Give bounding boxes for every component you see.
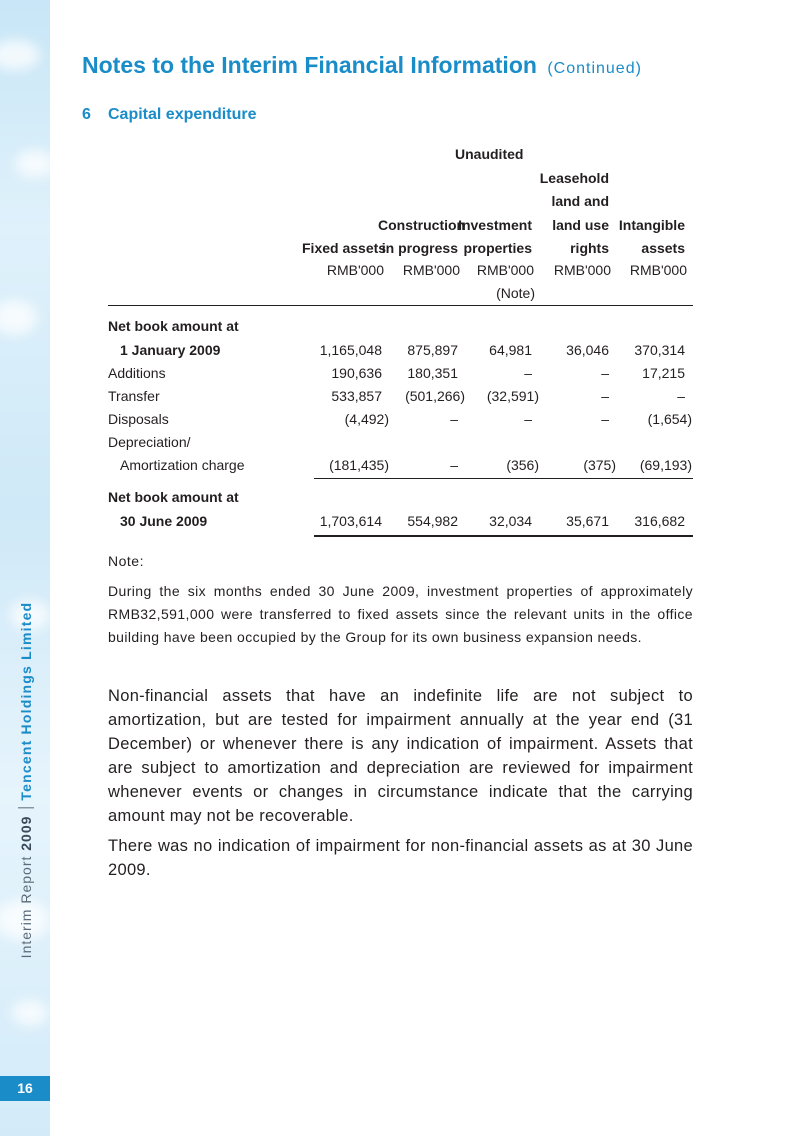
table-cell: – [677, 388, 685, 404]
sidebar-report-label [18, 602, 34, 959]
table-cell: – [601, 411, 609, 427]
row-label: Net book amount at [108, 489, 239, 505]
note-label: Note: [108, 553, 144, 569]
column-note: (Note) [496, 285, 535, 301]
table-cell: – [601, 365, 609, 381]
column-header: assets [641, 240, 685, 256]
subtotal-rule [314, 478, 693, 479]
column-unit: RMB'000 [402, 262, 460, 278]
table-cell: 32,034 [489, 513, 532, 529]
column-unit: RMB'000 [553, 262, 611, 278]
table-cell: 1,165,048 [319, 342, 382, 358]
paragraph-impairment: Non-financial assets that have an indefinite life are not subject to amortization, but are tested for impairment annually at the year end (31 December) or whenever there is any indication of impairment. Assets that are subject to amortization and depreciation are reviewed for impairment whenever events or changes in circumstance indicate that the carrying amount may not be recoverable. [108, 687, 693, 825]
section-heading [82, 106, 256, 124]
table-cell: 554,982 [407, 513, 458, 529]
page-title-continued: (Continued) [547, 60, 642, 77]
report-year: 2009 [18, 815, 34, 851]
page-title [82, 52, 642, 79]
column-unit: RMB'000 [476, 262, 534, 278]
table-cell: – [524, 365, 532, 381]
row-label: Depreciation/ [108, 434, 191, 450]
row-label: Disposals [108, 411, 169, 427]
row-label: Net book amount at [108, 318, 239, 334]
table-cell: (1,654) [647, 411, 692, 427]
column-header: land and [551, 193, 609, 210]
table-cell: 180,351 [407, 365, 458, 381]
row-label: Additions [108, 365, 166, 381]
row-label: 30 June 2009 [120, 513, 208, 529]
table-cell: 316,682 [634, 513, 685, 529]
column-header: in progress [381, 240, 458, 256]
column-header: land use [552, 216, 609, 233]
row-label: Transfer [108, 388, 160, 404]
table-cell: 17,215 [642, 365, 685, 381]
column-unit: RMB'000 [326, 262, 384, 278]
row-label: 1 January 2009 [120, 342, 221, 358]
table-cell: (181,435) [329, 457, 389, 473]
table-cell: (375) [583, 457, 616, 473]
table-cell: (4,492) [344, 411, 389, 427]
table-cell: 64,981 [489, 342, 532, 358]
column-header: Fixed assets [302, 240, 387, 256]
table-cell: – [524, 411, 532, 427]
header-rule [108, 305, 693, 306]
column-header: Investment [458, 216, 532, 233]
table-cell: 370,314 [634, 342, 685, 358]
table-cell: 36,046 [566, 342, 609, 358]
section-title: Capital expenditure [108, 106, 257, 123]
table-cell: (501,266) [405, 388, 465, 404]
table-cell: 1,703,614 [319, 513, 382, 529]
table-cell: 533,857 [331, 388, 382, 404]
table-cell: – [450, 411, 458, 427]
page-title-text: Notes to the Interim Financial Information [82, 52, 537, 78]
page-number: 16 [0, 1076, 50, 1101]
table-cell: – [601, 388, 609, 404]
table-cell: (32,591) [486, 388, 539, 404]
table-cell: (69,193) [639, 457, 692, 473]
table-cell: 190,636 [331, 365, 382, 381]
total-rule [314, 535, 693, 537]
section-number: 6 [82, 106, 91, 123]
column-header: Intangible [618, 216, 685, 233]
column-header: Construction [378, 216, 466, 233]
column-unit: RMB'000 [629, 262, 687, 278]
sidebar-banner [0, 0, 50, 1136]
table-cell: (356) [506, 457, 539, 473]
column-header: rights [570, 240, 609, 256]
table-cell: 875,897 [407, 342, 458, 358]
table-group-header: Unaudited [455, 146, 524, 162]
report-label: Interim Report [18, 855, 34, 959]
paragraph-no-indication: There was no indication of impairment for non-financial assets as at 30 June 2009. [108, 837, 693, 879]
column-header: Leasehold [539, 170, 609, 187]
company-name: Tencent Holdings Limited [18, 601, 34, 801]
table-cell: – [450, 457, 458, 473]
table-cell: 35,671 [566, 513, 609, 529]
note-text: During the six months ended 30 June 2009, investment properties of approximately RMB32,591,000 were transferred to fixed assets since the relevant units in the office building have been occupied by the Group for its own business expansion needs. [108, 583, 693, 645]
column-header: properties [463, 240, 532, 256]
row-label: Amortization charge [120, 457, 245, 473]
divider [18, 808, 34, 809]
